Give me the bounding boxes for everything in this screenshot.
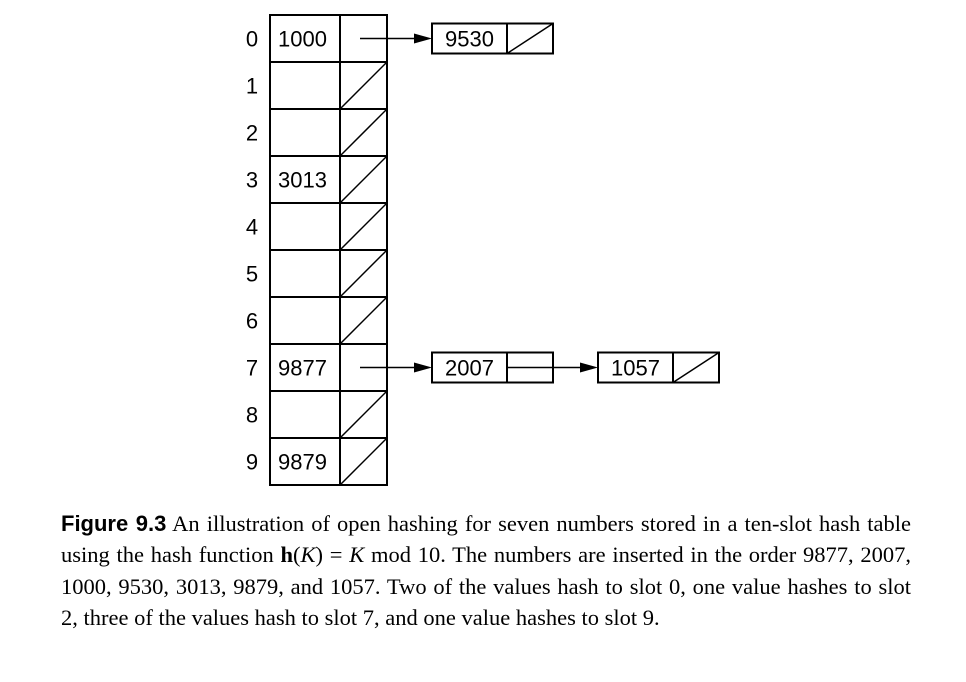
caption-func-name: h (280, 542, 293, 568)
slot-index: 3 (245, 167, 259, 193)
chain (360, 353, 719, 383)
slot-row (246, 62, 387, 109)
list-node (598, 353, 719, 383)
list-node (432, 24, 553, 54)
node-value: 9530 (445, 26, 494, 52)
node-value: 1057 (611, 355, 660, 381)
slot-index: 1 (245, 73, 259, 99)
slot-value: 9879 (278, 449, 327, 475)
caption-func-var: K (349, 542, 365, 568)
caption-text-before: An illustration of open hashing for seven numbers stored in a ten-slot hash table using the hash function (61, 511, 912, 568)
caption-modulus: 10 (417, 542, 441, 568)
slot-value: 1000 (278, 26, 327, 52)
slot-index: 6 (245, 308, 259, 334)
node-value: 2007 (445, 355, 494, 381)
slot-value: 9877 (278, 355, 327, 381)
slot-value-box (270, 250, 340, 297)
slot-row (246, 250, 387, 297)
caption-func-arg: K (300, 542, 316, 568)
slot-value: 3013 (278, 167, 327, 193)
hash-table (246, 15, 387, 485)
slot-value-box (270, 203, 340, 250)
overflow-chains (360, 24, 719, 383)
caption-mod: mod (370, 542, 411, 568)
slot-row (246, 391, 387, 438)
slot-value-box (270, 62, 340, 109)
slot-row (246, 297, 387, 344)
slot-row (246, 203, 387, 250)
slot-index: 8 (245, 402, 259, 428)
slot-index: 2 (245, 120, 259, 146)
caption-equals: = (329, 542, 343, 568)
slot-value-box (270, 391, 340, 438)
slot-value-box (270, 109, 340, 156)
slot-index: 5 (245, 261, 259, 287)
slot-row (246, 438, 387, 485)
slot-row (246, 109, 387, 156)
slot-index: 9 (245, 449, 259, 475)
slot-row (246, 156, 387, 203)
caption-label: Figure 9.3 (61, 511, 167, 536)
figure-caption: Figure 9.3 An illustration of open hashing for seven numbers stored in a ten-slot hash table using the hash function h(K) = K mod 10. The numbers are inserted in the order 9877, 2007, 1000, 9530, 3013, 9879, and 1057. Two of the values hash to slot 0, one value hashes to slot 2, three of the values hash to slot 7, and one value hashes to slot 9. (61, 511, 912, 630)
slot-index: 0 (245, 26, 259, 52)
slot-value-box (270, 297, 340, 344)
caption-text-after: . The numbers are inserted in the order 9877, 2007, 1000, 9530, 3013, 9879, and 1057. Two of the values hash to slot 0, one value hashes to slot 2, three of the values hash to slot 7, and one value hashes to slot 9. (61, 542, 912, 630)
slot-index: 7 (245, 355, 259, 381)
slot-index: 4 (245, 214, 259, 240)
chain (360, 24, 553, 54)
